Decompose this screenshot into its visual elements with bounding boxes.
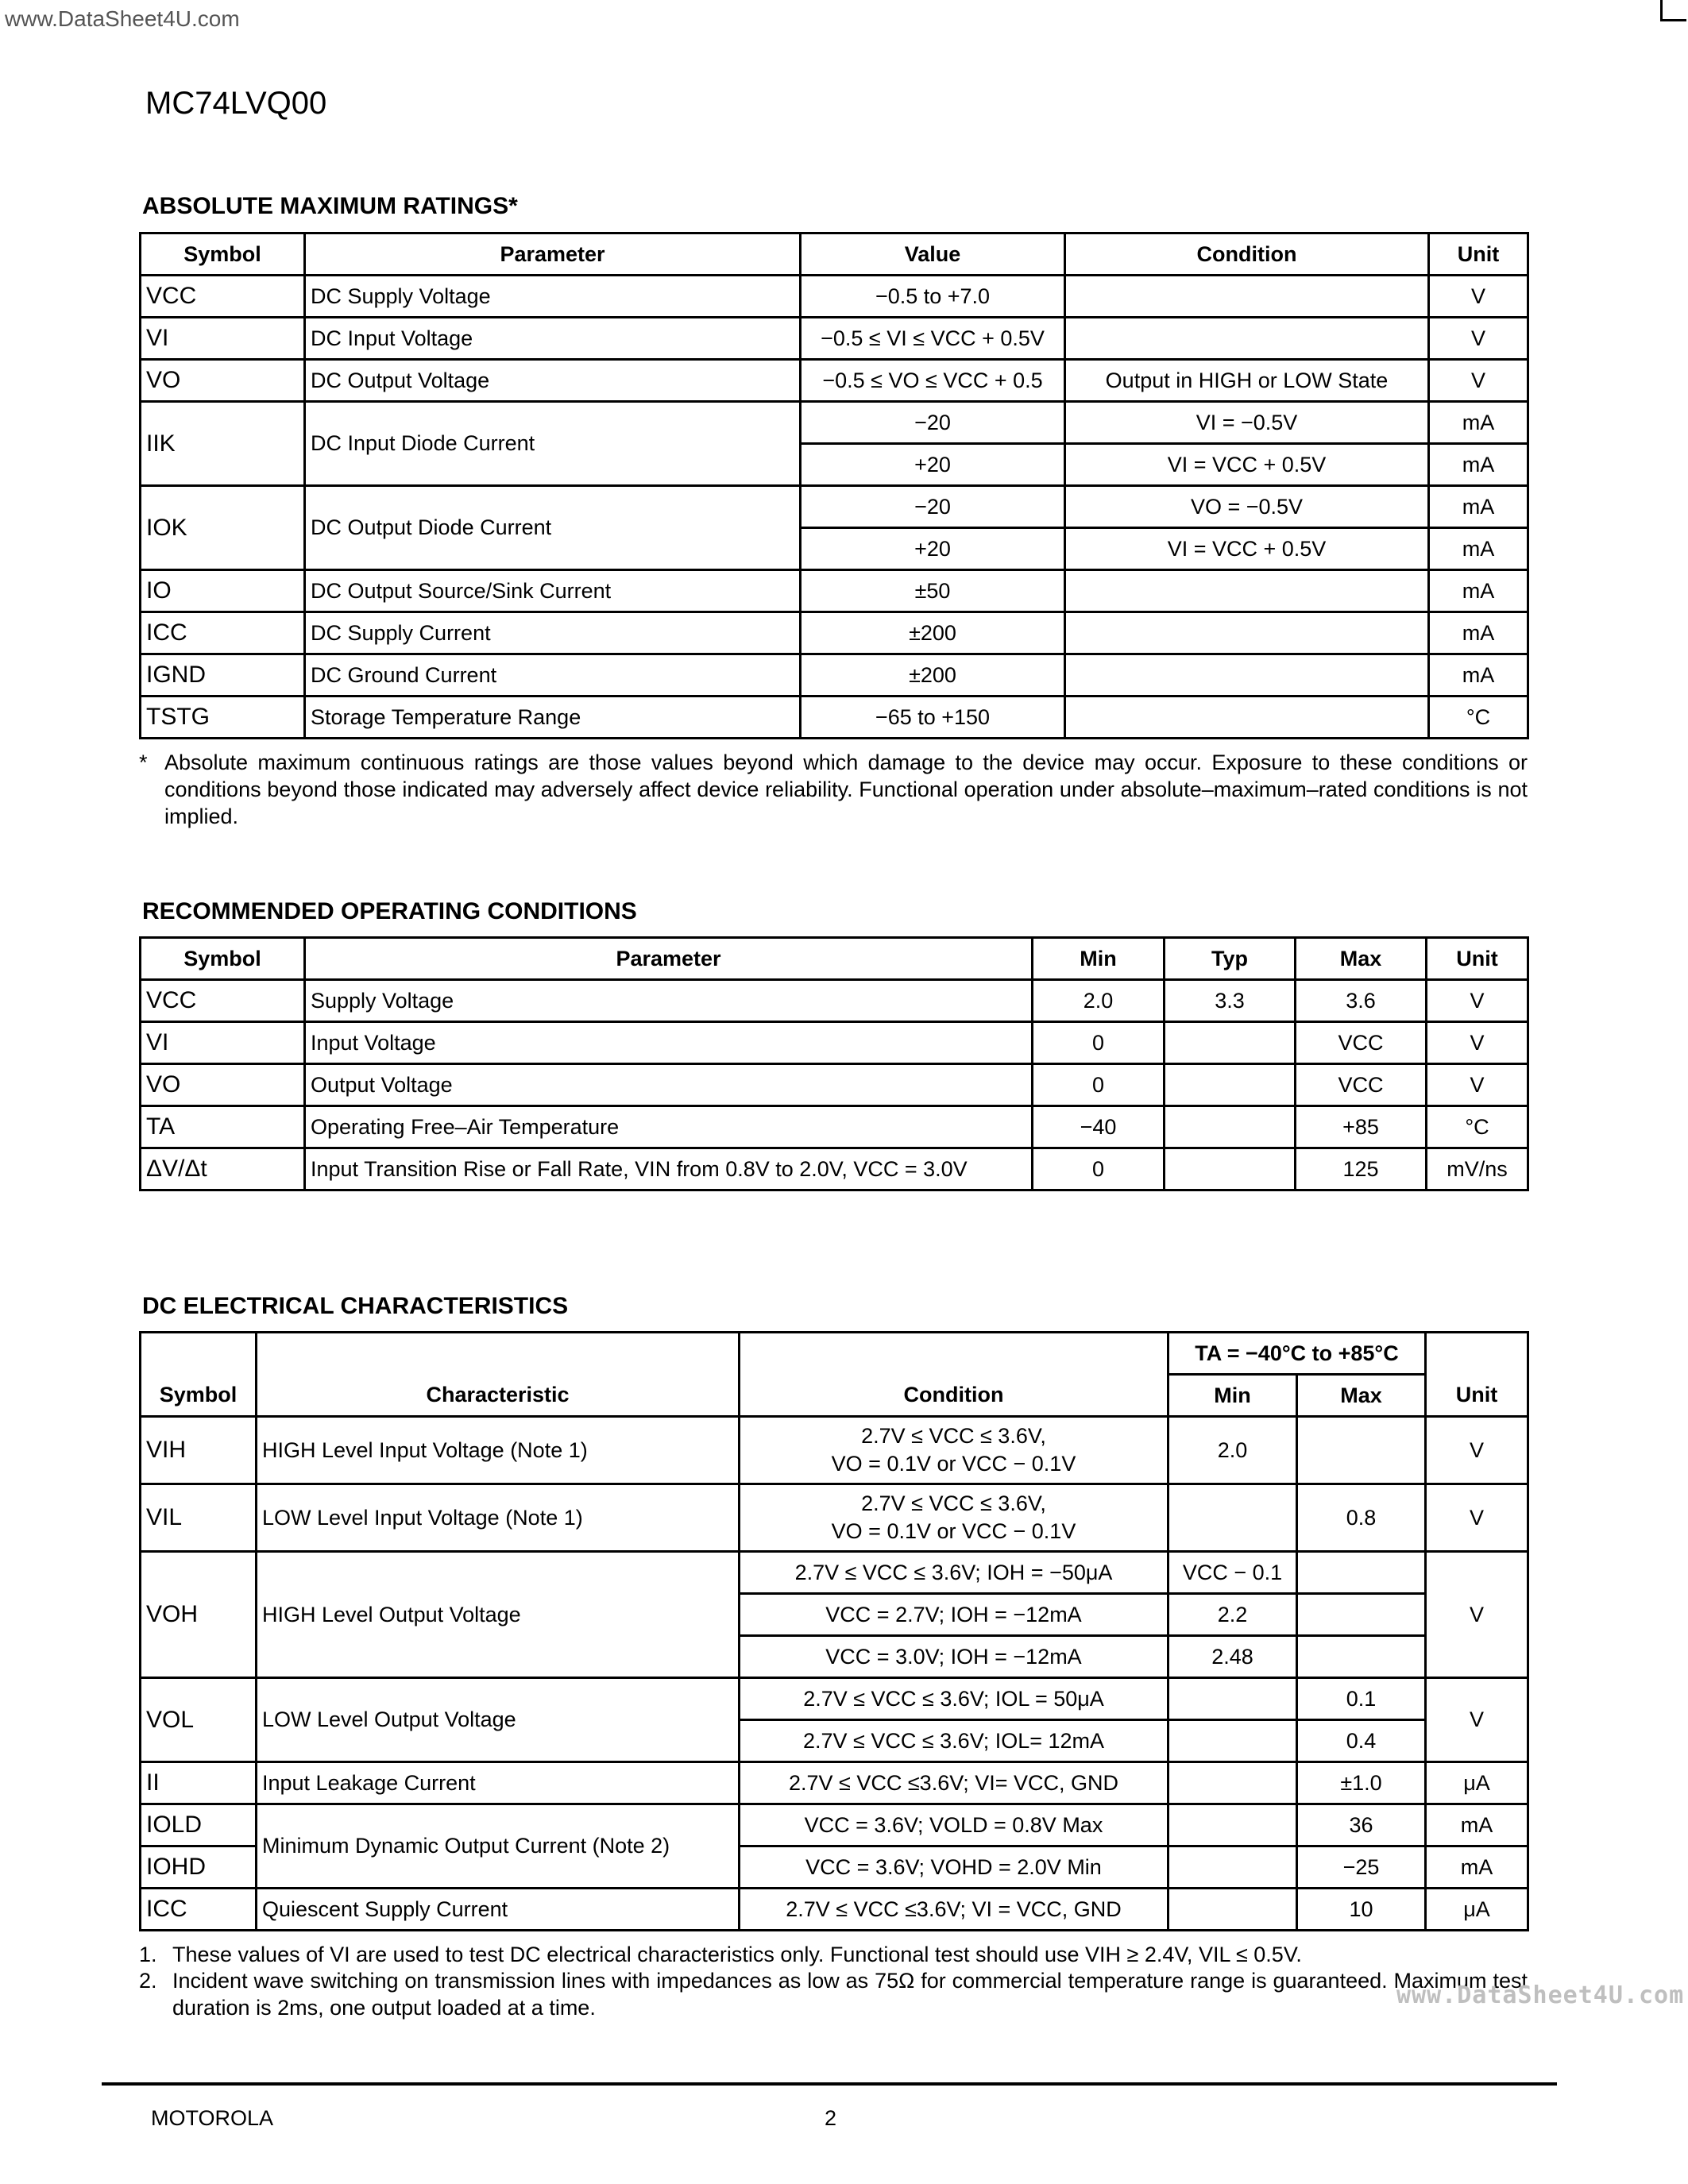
col-header: Value (801, 233, 1065, 276)
unit-cell: V (1429, 360, 1528, 402)
parameter-cell: Storage Temperature Range (305, 696, 801, 739)
condition-cell (1065, 318, 1429, 360)
value-cell: ±200 (801, 612, 1065, 654)
parameter-cell: DC Supply Current (305, 612, 801, 654)
part-number-header: MC74LVQ00 (145, 86, 327, 121)
parameter-cell: DC Output Source/Sink Current (305, 570, 801, 612)
note-text: Incident wave switching on transmission lines with impedances as low as 75Ω for commercial temperature range is guaranteed. Maximum test duration is 2ms, one output loaded at a time. (172, 1969, 1528, 2020)
condition-cell: VCC = 3.0V; IOH = −12mA (740, 1636, 1168, 1678)
min-cell: 2.0 (1168, 1417, 1297, 1484)
unit-cell: °C (1427, 1106, 1528, 1148)
unit-cell: mV/ns (1427, 1148, 1528, 1190)
unit-cell: mA (1429, 486, 1528, 528)
parameter-cell: DC Supply Voltage (305, 276, 801, 318)
table-row (141, 1762, 1528, 1804)
condition-cell (740, 1417, 1168, 1484)
symbol-cell: IOK (141, 486, 305, 570)
min-cell: 0 (1033, 1064, 1165, 1106)
footer-rule (102, 2082, 1557, 2086)
unit-cell: V (1426, 1552, 1528, 1678)
col-header: Max (1297, 1375, 1426, 1417)
symbol-cell: VIH (141, 1417, 257, 1484)
col-header: Parameter (305, 233, 801, 276)
parameter-cell: DC Output Diode Current (305, 486, 801, 570)
condition-cell (1065, 612, 1429, 654)
max-cell: +85 (1296, 1106, 1427, 1148)
table-row (141, 318, 1528, 360)
note-mark: 2. (139, 1969, 157, 1993)
table-row (141, 570, 1528, 612)
parameter-cell: Operating Free–Air Temperature (305, 1106, 1033, 1148)
table-row (141, 1678, 1528, 1720)
unit-cell: V (1426, 1678, 1528, 1762)
condition-cell: Output in HIGH or LOW State (1065, 360, 1429, 402)
min-cell (1168, 1762, 1297, 1804)
condition-cell (1065, 276, 1429, 318)
parameter-cell: DC Input Voltage (305, 318, 801, 360)
max-cell (1297, 1594, 1426, 1636)
unit-cell: mA (1426, 1804, 1528, 1846)
min-cell (1168, 1846, 1297, 1889)
table-row (141, 402, 1528, 444)
table-row (141, 360, 1528, 402)
condition-cell: 2.7V ≤ VCC ≤3.6V; VI= VCC, GND (740, 1762, 1168, 1804)
value-cell: −20 (801, 486, 1065, 528)
condition-cell: VI = VCC + 0.5V (1065, 444, 1429, 486)
condition-cell: VI = −0.5V (1065, 402, 1429, 444)
typ-cell (1165, 1064, 1296, 1106)
table-header-row (141, 1333, 1528, 1375)
col-header: Unit (1426, 1333, 1528, 1417)
page-number: 2 (825, 2106, 837, 2130)
table-row (141, 1804, 1528, 1846)
condition-cell: 2.7V ≤ VCC ≤ 3.6V; IOH = −50μA (740, 1552, 1168, 1594)
symbol-cell: VO (141, 360, 305, 402)
parameter-cell: DC Output Voltage (305, 360, 801, 402)
unit-cell: V (1427, 1064, 1528, 1106)
typ-cell (1165, 1106, 1296, 1148)
value-cell: −65 to +150 (801, 696, 1065, 739)
unit-cell: V (1429, 318, 1528, 360)
parameter-cell: DC Ground Current (305, 654, 801, 696)
parameter-cell: Input Voltage (305, 1022, 1033, 1064)
col-header: Unit (1429, 233, 1528, 276)
unit-cell: μA (1426, 1889, 1528, 1931)
unit-cell: mA (1429, 444, 1528, 486)
col-header: Symbol (141, 233, 305, 276)
rec-op-table (139, 936, 1529, 1191)
parameter-cell: Input Transition Rise or Fall Rate, VIN from 0.8V to 2.0V, VCC = 3.0V (305, 1148, 1033, 1190)
symbol-cell: IO (141, 570, 305, 612)
characteristic-cell: HIGH Level Input Voltage (Note 1) (257, 1417, 740, 1484)
parameter-cell: Supply Voltage (305, 980, 1033, 1022)
max-cell: 10 (1297, 1889, 1426, 1931)
value-cell: −0.5 ≤ VI ≤ VCC + 0.5V (801, 318, 1065, 360)
symbol-cell: ΔV/Δt (141, 1148, 305, 1190)
max-cell: 3.6 (1296, 980, 1427, 1022)
value-cell: −0.5 to +7.0 (801, 276, 1065, 318)
footer-company: MOTOROLA (151, 2106, 274, 2130)
table-header-row (141, 233, 1528, 276)
condition-line: 2.7V ≤ VCC ≤ 3.6V, (861, 1491, 1046, 1515)
temp-range-header: TA = −40°C to +85°C (1168, 1333, 1426, 1375)
value-cell: +20 (801, 444, 1065, 486)
dc-note-1 (139, 1941, 1528, 1968)
corner-crop-mark (1660, 0, 1686, 21)
max-cell (1297, 1417, 1426, 1484)
characteristic-cell: LOW Level Output Voltage (257, 1678, 740, 1762)
value-cell: ±50 (801, 570, 1065, 612)
col-header: Unit (1427, 938, 1528, 980)
symbol-cell: VOH (141, 1552, 257, 1678)
abs-max-footnote (139, 749, 1528, 830)
min-cell: 0 (1033, 1148, 1165, 1190)
col-header: Symbol (141, 938, 305, 980)
note-text: These values of VI are used to test DC electrical characteristics only. Functional test should use VIH ≥ 2.4V, VIL ≤ 0.5V. (172, 1943, 1302, 1966)
unit-cell: mA (1429, 612, 1528, 654)
unit-cell: mA (1429, 528, 1528, 570)
unit-cell: mA (1429, 402, 1528, 444)
table-row (141, 612, 1528, 654)
table-row (141, 486, 1528, 528)
condition-cell: 2.7V ≤ VCC ≤3.6V; VI = VCC, GND (740, 1889, 1168, 1931)
symbol-cell: VCC (141, 980, 305, 1022)
table-row (141, 1022, 1528, 1064)
footnote-text: Absolute maximum continuous ratings are those values beyond which damage to the device may occur. Exposure to these conditions or conditions beyond those indicated may adversely affect device reliability. Functional operation under absolute–maximum–rated conditions is not implied. (164, 751, 1528, 828)
characteristic-cell: LOW Level Input Voltage (Note 1) (257, 1484, 740, 1552)
unit-cell: mA (1429, 654, 1528, 696)
symbol-cell: VO (141, 1064, 305, 1106)
min-cell: 0 (1033, 1022, 1165, 1064)
unit-cell: V (1426, 1417, 1528, 1484)
max-cell: 0.8 (1297, 1484, 1426, 1552)
symbol-cell: VOL (141, 1678, 257, 1762)
max-cell: VCC (1296, 1064, 1427, 1106)
symbol-cell: IOLD (141, 1804, 257, 1846)
rec-op-title: RECOMMENDED OPERATING CONDITIONS (142, 898, 637, 924)
condition-cell (1065, 654, 1429, 696)
characteristic-cell: Minimum Dynamic Output Current (Note 2) (257, 1804, 740, 1889)
dc-char-table (139, 1331, 1529, 1931)
table-row (141, 1148, 1528, 1190)
table-row (141, 1064, 1528, 1106)
table-header-row (141, 938, 1528, 980)
col-header: Parameter (305, 938, 1033, 980)
characteristic-cell: HIGH Level Output Voltage (257, 1552, 740, 1678)
condition-cell (740, 1484, 1168, 1552)
value-cell: −20 (801, 402, 1065, 444)
max-cell: 36 (1297, 1804, 1426, 1846)
condition-cell: 2.7V ≤ VCC ≤ 3.6V; IOL = 50μA (740, 1678, 1168, 1720)
symbol-cell: VCC (141, 276, 305, 318)
max-cell: −25 (1297, 1846, 1426, 1889)
symbol-cell: VI (141, 318, 305, 360)
characteristic-cell: Input Leakage Current (257, 1762, 740, 1804)
parameter-cell: DC Input Diode Current (305, 402, 801, 486)
footnote-mark: * (139, 751, 148, 774)
table-row (141, 1417, 1528, 1484)
table-row (141, 1552, 1528, 1594)
dc-char-title: DC ELECTRICAL CHARACTERISTICS (142, 1293, 569, 1319)
max-cell: 0.4 (1297, 1720, 1426, 1762)
unit-cell: V (1427, 980, 1528, 1022)
table-row (141, 654, 1528, 696)
table-row (141, 1106, 1528, 1148)
abs-max-title: ABSOLUTE MAXIMUM RATINGS* (142, 193, 518, 219)
dc-note-2 (139, 1967, 1528, 2021)
min-cell (1168, 1720, 1297, 1762)
condition-cell: VI = VCC + 0.5V (1065, 528, 1429, 570)
min-cell: 2.2 (1168, 1594, 1297, 1636)
condition-line: VO = 0.1V or VCC − 0.1V (831, 1452, 1076, 1476)
symbol-cell: VIL (141, 1484, 257, 1552)
table-row (141, 276, 1528, 318)
symbol-cell: II (141, 1762, 257, 1804)
min-cell: −40 (1033, 1106, 1165, 1148)
condition-cell: VCC = 3.6V; VOHD = 2.0V Min (740, 1846, 1168, 1889)
min-cell: 2.0 (1033, 980, 1165, 1022)
col-header: Condition (740, 1333, 1168, 1417)
watermark-top: www.DataSheet4U.com (5, 6, 240, 31)
unit-cell: V (1426, 1484, 1528, 1552)
typ-cell (1165, 1148, 1296, 1190)
table-row (141, 696, 1528, 739)
min-cell: VCC − 0.1 (1168, 1552, 1297, 1594)
symbol-cell: ICC (141, 1889, 257, 1931)
unit-cell: mA (1426, 1846, 1528, 1889)
parameter-cell: Output Voltage (305, 1064, 1033, 1106)
table-row (141, 1889, 1528, 1931)
condition-cell (1065, 696, 1429, 739)
symbol-cell: TSTG (141, 696, 305, 739)
value-cell: ±200 (801, 654, 1065, 696)
unit-cell: V (1427, 1022, 1528, 1064)
symbol-cell: VI (141, 1022, 305, 1064)
symbol-cell: TA (141, 1106, 305, 1148)
condition-cell (1065, 570, 1429, 612)
condition-line: 2.7V ≤ VCC ≤ 3.6V, (861, 1424, 1046, 1448)
col-header: Typ (1165, 938, 1296, 980)
condition-cell: VCC = 3.6V; VOLD = 0.8V Max (740, 1804, 1168, 1846)
max-cell: ±1.0 (1297, 1762, 1426, 1804)
unit-cell: mA (1429, 570, 1528, 612)
max-cell: 0.1 (1297, 1678, 1426, 1720)
max-cell: 125 (1296, 1148, 1427, 1190)
typ-cell: 3.3 (1165, 980, 1296, 1022)
watermark-right: www.DataSheet4U.com (1396, 1981, 1685, 2009)
col-header: Condition (1065, 233, 1429, 276)
note-mark: 1. (139, 1943, 157, 1966)
min-cell: 2.48 (1168, 1636, 1297, 1678)
symbol-cell: IGND (141, 654, 305, 696)
col-header: Max (1296, 938, 1427, 980)
table-row (141, 980, 1528, 1022)
col-header: Min (1168, 1375, 1297, 1417)
condition-line: VO = 0.1V or VCC − 0.1V (831, 1519, 1076, 1543)
unit-cell: °C (1429, 696, 1528, 739)
table-row (141, 1484, 1528, 1552)
max-cell: VCC (1296, 1022, 1427, 1064)
col-header: Min (1033, 938, 1165, 980)
value-cell: −0.5 ≤ VO ≤ VCC + 0.5 (801, 360, 1065, 402)
min-cell (1168, 1484, 1297, 1552)
col-header: Symbol (141, 1333, 257, 1417)
min-cell (1168, 1804, 1297, 1846)
unit-cell: V (1429, 276, 1528, 318)
max-cell (1297, 1636, 1426, 1678)
abs-max-table (139, 232, 1529, 739)
condition-cell: VO = −0.5V (1065, 486, 1429, 528)
min-cell (1168, 1889, 1297, 1931)
symbol-cell: IIK (141, 402, 305, 486)
min-cell (1168, 1678, 1297, 1720)
col-header: Characteristic (257, 1333, 740, 1417)
symbol-cell: IOHD (141, 1846, 257, 1889)
max-cell (1297, 1552, 1426, 1594)
symbol-cell: ICC (141, 612, 305, 654)
value-cell: +20 (801, 528, 1065, 570)
typ-cell (1165, 1022, 1296, 1064)
unit-cell: μA (1426, 1762, 1528, 1804)
condition-cell: VCC = 2.7V; IOH = −12mA (740, 1594, 1168, 1636)
condition-cell: 2.7V ≤ VCC ≤ 3.6V; IOL= 12mA (740, 1720, 1168, 1762)
characteristic-cell: Quiescent Supply Current (257, 1889, 740, 1931)
